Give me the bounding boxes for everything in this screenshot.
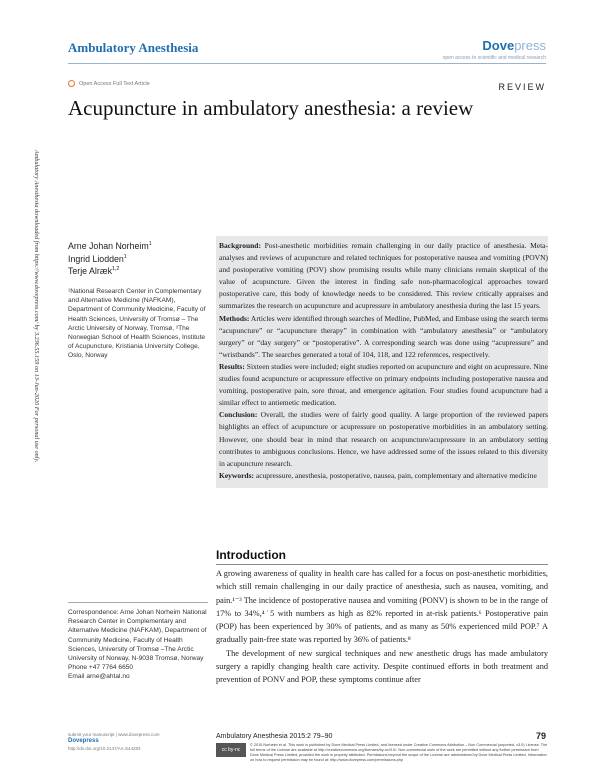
- page-number: 79: [535, 731, 546, 741]
- abstract-keywords: Keywords: acupressure, anesthesia, postoperative, nausea, pain, complementary and alternative medicine: [219, 470, 537, 480]
- doi-link[interactable]: http://dx.doi.org/10.2147/AA.S44283: [68, 746, 141, 751]
- brand-bold: Dove: [482, 38, 515, 53]
- download-watermark: Ambulatory Anesthesia downloaded from https://www.dovepress.com/ by 3.236.55.159 on 13-Jun-2020 For personal use only.: [33, 150, 40, 463]
- section-rule: [216, 564, 548, 565]
- header-rule: [68, 63, 546, 64]
- abstract-box: [216, 236, 548, 488]
- author-3: Terje Alræk$^{1,2}$: [68, 266, 120, 276]
- publisher-brand: [443, 38, 546, 61]
- intro-paragraph-1: A growing awareness of quality in health care has called for a focus on post-anesthetic morbidities, which still remain challenging in our daily practice of anesthesia, such as nausea, vomiting, and pain.¹⁻³ The incidence of postoperative nausea and vomiting (PONV) is shown to be in the range of 17% to 34%,⁴˙5 with numbers as high as 82% reported in at-risk patients.⁶ Postoperative pain (POP) has been experienced by 30% of patients, and as many as 50% experienced mild POP.⁷ A gradually pain-free state was reported by 36% of patients.⁸: [216, 569, 548, 645]
- cc-license-icon: cc by-nc: [216, 743, 246, 757]
- intro-paragraph-2: The development of new surgical techniques and new anesthetic drugs has made ambulatory surgery a rapidly changing health care activity. Despite continued efforts in both treatment and prevention of PONV and POP, these symptoms continue after: [216, 648, 548, 685]
- abstract-conclusion: Conclusion: Overall, the studies were of fairly good quality. A large proportion of the reviewed papers highlights an effect of acupuncture or acupressure on postoperative morbidities in an ambulatory setting. However, one should bear in mind that research on acupuncture/acupressure in an ambulatory setting contributes to ambiguous conclusions. Hence, we have addressed some of the issues related to this diversity in acupuncture research.: [219, 410, 548, 468]
- journal-name: Ambulatory Anesthesia: [68, 40, 199, 55]
- abstract-results: Results: Sixteen studies were included; eight studies reported on acupuncture and eight on acupressure. Nine studies found acupuncture or acupressure effective on primary endpoints including postoperative nausea and vomiting, postoperative pain, sore throat, and emergence agitation. Four studies found acupuncture had a similar effect to antiemetic medication.: [219, 361, 548, 408]
- brand-light: press: [514, 38, 546, 53]
- open-access-label: [68, 80, 150, 87]
- introduction-body: [216, 567, 548, 687]
- open-access-icon: [68, 80, 75, 87]
- article-type: REVIEW: [498, 82, 546, 92]
- license-text: © 2015 Norheim et al. This work is published by Dove Medical Press Limited, and licensed under Creative Commons Attribution – Non Commercial (unported, v3.0) License. The full terms of the License are available at http://creativecommons.org/licenses/by-nc/3.0/. Non-commercial uses of the work are permitted without any further permission from Dove Medical Press Limited, provided the work is properly attributed. Permissions beyond the scope of the License are administered by Dove Medical Press Limited. Information on how to request permission may be found at: http://www.dovepress.com/permissions.php: [250, 743, 548, 762]
- citation: Ambulatory Anesthesia 2015:2 79–90: [216, 733, 333, 740]
- author-2: Ingrid Liodden$^1$: [68, 253, 127, 264]
- author-1: Arne Johan Norheim$^1$: [68, 241, 152, 251]
- footer-left: [68, 731, 208, 752]
- affiliations: ¹National Research Center in Complementary and Alternative Medicine (NAFKAM), Department of Community Medicine, Faculty of Health Sciences, University of Tromsø – The Arctic University of Norway, Tromsø, ²The Norwegian School of Health Sciences, Institute of Acupuncture, Kristiania University College, Oslo, Norway: [68, 288, 206, 360]
- brand-tagline: open access to scientific and medical research: [442, 55, 546, 61]
- article-title: Acupuncture in ambulatory anesthesia: a review: [68, 96, 474, 120]
- open-access-text: Open Access Full Text Article: [79, 80, 150, 87]
- correspondence: Correspondence: Arne Johan Norheim National Research Center in Complementary and Alternative Medicine (NAFKAM), Department of Community Medicine, Faculty of Health Sciences, University of Tromsø –The Arctic University of Norway, N-9038 Tromsø, Norway Phone +47 7764 6650 Email arne@ahtal.no: [68, 602, 208, 682]
- abstract-background: Background: Post-anesthetic morbidities remain challenging in our daily practice of anesthesia. Meta-analyses and reviews of acupuncture and related techniques for postoperative nausea and vomiting (POVN) and postoperative vomiting (POV) show promising results while many clinicians remain skeptical of the value of acupuncture. Given the interest in finding safe non-pharmacological approaches toward postoperative care, this body of knowledge needs to be considered. This review critically appraises and summarizes the research on acupuncture and acupressure in ambulatory anesthesia during the last 15 years.: [219, 241, 548, 311]
- footer-brand: Dovepress: [68, 738, 99, 744]
- abstract-methods: Methods: Articles were identified through searches of Medline, PubMed, and Embase using the search terms “acupuncture” or “acupuncture therapy” in combination with “ambulatory anesthesia” or “ambulatory surgery” or “day surgery” or “postoperative”. A corresponding search was done using “acupressure” and “wristbands”. The searches generated a total of 104, 118, and 122 references, respectively.: [219, 313, 548, 359]
- author-list: [68, 240, 152, 278]
- submit-link[interactable]: submit your manuscript | www.dovepress.com: [68, 732, 160, 737]
- section-heading-introduction: Introduction: [216, 548, 286, 562]
